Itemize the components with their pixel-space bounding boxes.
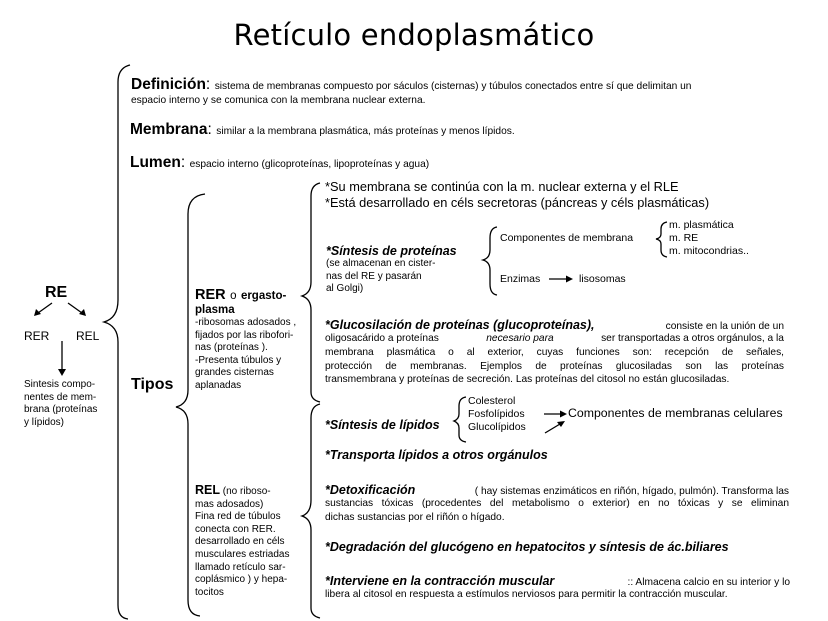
rel-line: Fina red de túbulos — [195, 511, 281, 523]
tipos-label: Tipos — [131, 376, 174, 393]
detox-title: Detoxificación — [329, 483, 416, 497]
componentes-label: Componentes de membrana — [500, 232, 634, 244]
gluco-line: membrana plasmática o al exterior, cuyas funciones son: recepción de señales, — [325, 346, 784, 358]
rer-o: o — [230, 290, 237, 302]
lisosomas-label: lisosomas — [579, 273, 626, 285]
rer-line: -Presenta túbulos y — [195, 354, 282, 366]
comp-item: m. mitocondrias.. — [669, 245, 749, 257]
page-title: Retículo endoplasmático — [233, 18, 595, 52]
definicion-text-2: espacio interno y se comunica con la membrana nuclear externa. — [131, 95, 426, 106]
rel-line: desarrollado en céls — [195, 536, 285, 548]
enzimas-label: Enzimas — [500, 273, 541, 285]
detox-line: ( hay sistemas enzimáticos en riñón, hígado, pulmón). Transforma las — [474, 486, 789, 497]
rer-star-1: *Su membrana se continúa con la m. nuclear externa y el RLE — [325, 179, 679, 194]
rer-star-2: *Está desarrollado en céls secretoras (páncreas y céls plasmáticas) — [325, 194, 710, 210]
gluco-line: transmembrana y proteínas de secreción. Las proteínas del citosol no están glucosiladas. — [325, 374, 730, 386]
definicion-block: Definición: sistema de membranas compuesto por sáculos (cisternas) y túbulos conectados entre sí que delimitan un espacio interno y se comunica con la membrana nuclear externa. — [131, 76, 791, 106]
sintesis-prot-block: *Síntesis de proteínas (se almacenan en cister- nas del RE y pasarán al Golgi) — [326, 244, 457, 295]
degradacion-glucogeno: *Degradación del glucógeno en hepatocitos y síntesis de ác.biliares — [325, 540, 729, 554]
rel-line: llamado retículo sar- — [195, 561, 286, 573]
interviene-title: Interviene en la contracción muscular — [329, 574, 555, 588]
sintesis-line: nentes de mem- — [24, 391, 97, 403]
lipidos-brace — [454, 397, 466, 442]
detox-line: dichas sustancias por el riñón o hígado. — [325, 511, 505, 523]
sintesis-line: brana (proteínas — [24, 404, 98, 415]
sintesis-prot-brace — [483, 227, 497, 295]
rel-head-rest: (no ribosο- — [222, 486, 271, 497]
gluco-line: protección de membranas. Ejemplos de proteínas glucosiladas son las proteínas — [325, 360, 784, 372]
sintesis-note: al Golgi) — [326, 283, 364, 295]
gluco-line: oligosacárido a proteínas — [325, 333, 439, 344]
rel-line: coplásmico ) y hepa- — [195, 574, 288, 586]
rel-line: mas adosados) — [195, 498, 264, 510]
membrana-block: Membrana: similar a la membrana plasmática, más proteínas y menos lípidos. — [130, 121, 515, 138]
rel-head: REL — [195, 483, 220, 497]
gluco-line: ser transportadas a otros orgánulos, a la — [601, 333, 784, 344]
sintesis-prot-title: Síntesis de proteínas — [330, 244, 457, 258]
rel-block — [195, 484, 310, 599]
interviene-line: libera al citosol en respuesta a estímulos nerviosos para permitir la contracción muscular. — [325, 589, 728, 600]
rel-line: tocitos — [195, 586, 224, 598]
rer-line: nas (proteínas ). — [195, 342, 268, 354]
rel-line: musculares estriadas — [195, 548, 290, 560]
definicion-text: sistema de membranas compuesto por sáculos (cisternas) y túbulos conectados entre sí que delimitan un — [214, 81, 692, 92]
interviene-line: :: Almacena calcio en su interior y lo — [627, 577, 790, 588]
rer-plasma: plasma — [195, 304, 235, 316]
componentes-celulares: Componentes de membranas celulares — [568, 406, 783, 420]
rer-block — [195, 286, 310, 393]
sintesis-line: Sintesis compo- — [24, 379, 96, 390]
sintesis-lipidos: *Síntesis de lípidos — [325, 418, 440, 432]
detox-block: *Detoxificación ( hay sistemas enzimáticos en riñón, hígado, pulmón). Transforma las sustancias tóxicas (procedentes del metabolismo o exterior) en no tóxicas y se eliminan dichas sustancias por el riñón o hígado. — [325, 483, 789, 523]
lumen-text: espacio interno (glicoproteínas, lipoproteínas y agua) — [189, 159, 430, 170]
lipid-item: Fosfolípidos — [468, 407, 525, 420]
rer-head: RER — [195, 287, 226, 303]
definicion-term: Definición — [131, 76, 206, 93]
rer-line: aplanadas — [195, 379, 242, 391]
componentes-brace — [656, 222, 667, 257]
sintesis-componentes — [24, 379, 97, 429]
interviene-block: *Interviene en la contracción muscular :: Almacena calcio en su interior y lo libera al citosol en respuesta a estímulos nerviosos para permitir la contracción muscular. — [325, 574, 790, 600]
rer-line: fijados por las ribofori- — [195, 329, 294, 341]
rer-line: -ribosomas adosados , — [195, 317, 297, 328]
lumen-term: Lumen — [130, 154, 181, 171]
detox-line: sustancias tóxicas (procedentes del metabolismo o exterior) en no tóxicas y se eliminan — [325, 498, 789, 509]
rer-stars — [325, 179, 709, 210]
main-brace — [104, 65, 130, 619]
rer-line: grandes cisternas — [195, 367, 274, 379]
comp-item: m. RE — [669, 232, 699, 244]
transporta-text: Transporta lípidos a otros orgánulos — [329, 448, 548, 462]
rer-ergasto: ergasto- — [240, 290, 287, 302]
glucosilacion-block: *Glucosilación de proteínas (glucoproteínas), consiste en la unión de un oligosacárido a proteínas necesario para ser transportadas a otros orgánulos, a la membrana plasmática o al exterior, cuyas funciones son: recepción de señales, protección de membranas. Ejemplos de proteínas glucosiladas son las proteínas transmembrana y proteínas de secreción. Las proteínas del citosol no están glucosiladas. — [325, 318, 784, 386]
lipidos-list — [468, 395, 526, 433]
componentes-list — [669, 219, 749, 258]
lumen-block: Lumen: espacio interno (glicoproteínas, lipoproteínas y agua) — [130, 154, 430, 171]
rer-label: RER — [24, 329, 50, 343]
gluco-italic: necesario para — [486, 333, 554, 344]
sintesis-note: nas del RE y pasarán — [326, 270, 422, 282]
lipid-item: Glucolípidos — [468, 420, 526, 433]
sintesis-line: y lípidos) — [24, 416, 65, 428]
rel-label: REL — [76, 329, 100, 343]
re-label: RE — [45, 284, 68, 301]
glucosilacion-title: Glucosilación de proteínas (glucoproteínas), — [329, 318, 595, 332]
gluco-line: consiste en la unión de un — [665, 321, 784, 332]
comp-item: m. plasmática — [669, 219, 734, 231]
lipid-item: Colesterol — [468, 395, 516, 407]
sintesis-note: (se almacenan en cister- — [326, 258, 436, 269]
rel-line: conecta con RER. — [195, 523, 276, 535]
sintesis-lipidos-title: Síntesis de lípidos — [329, 418, 440, 432]
membrana-text: similar a la membrana plasmática, más proteínas y menos lípidos. — [216, 126, 515, 137]
transporta-lipidos: *Transporta lípidos a otros orgánulos — [325, 448, 548, 462]
membrana-term: Membrana — [130, 121, 208, 138]
